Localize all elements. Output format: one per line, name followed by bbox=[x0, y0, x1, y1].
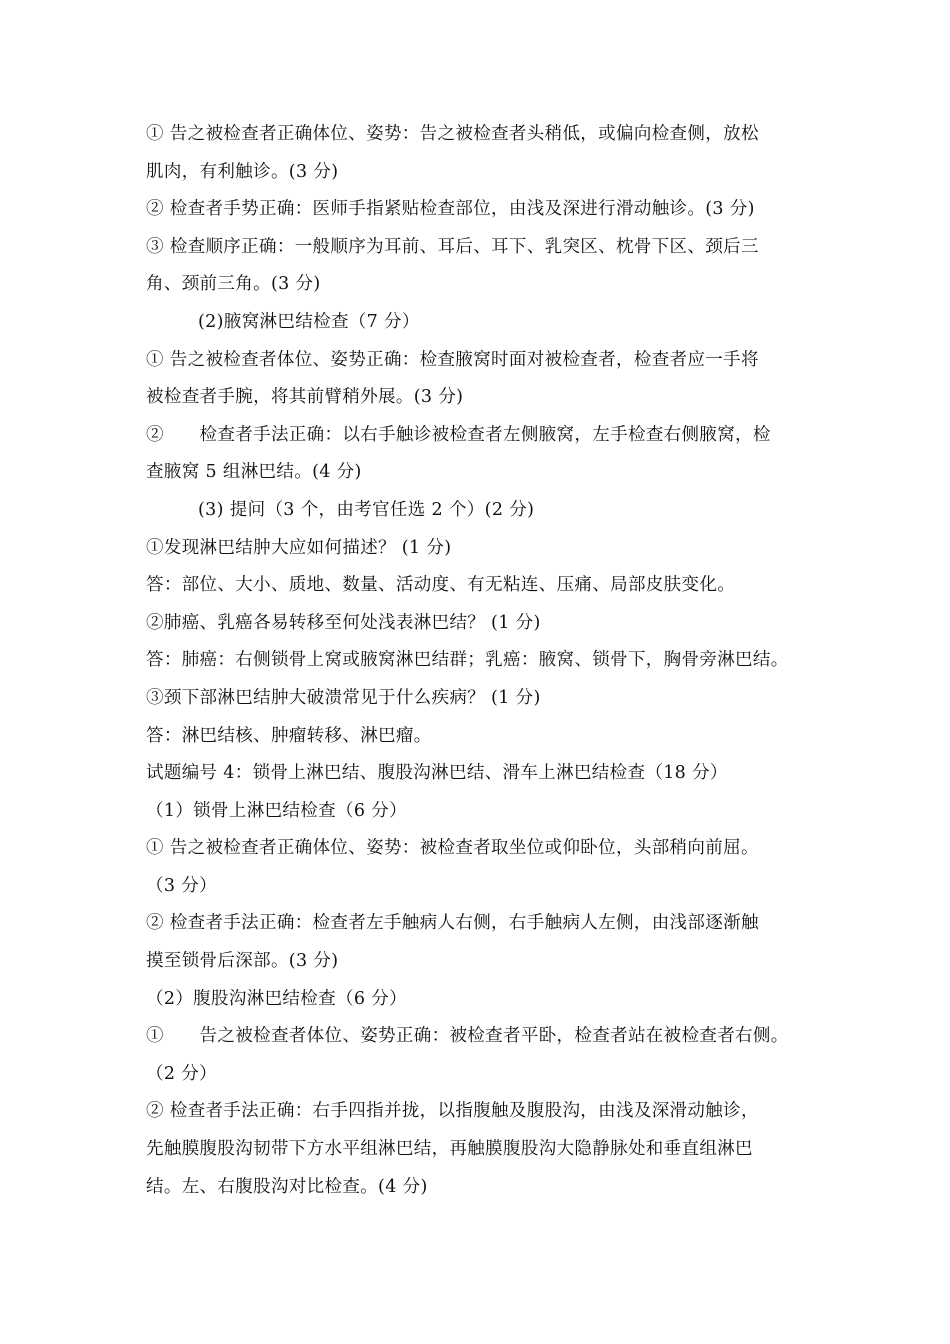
text-line: ② 检查者手势正确：医师手指紧贴检查部位，由浅及深进行滑动触诊。(3 分) bbox=[146, 199, 755, 220]
question-line: ②肺癌、乳癌各易转移至何处浅表淋巴结？ (1 分) bbox=[146, 612, 541, 633]
text-line: 结。左、右腹股沟对比检查。(4 分) bbox=[146, 1176, 428, 1197]
text-line: ③ 检查顺序正确：一般顺序为耳前、耳后、耳下、乳突区、枕骨下区、颈后三 bbox=[146, 236, 759, 257]
text-line: 查腋窝 5 组淋巴结。(4 分) bbox=[146, 462, 362, 483]
question-line: ①发现淋巴结肿大应如何描述？ (1 分) bbox=[146, 537, 452, 558]
document-body bbox=[146, 116, 814, 1206]
text-line: ② 检查者手法正确：右手四指并拢，以指腹触及腹股沟，由浅及深滑动触诊， bbox=[146, 1101, 759, 1122]
item-title: 试题编号 4：锁骨上淋巴结、腹股沟淋巴结、滑车上淋巴结检查（18 分） bbox=[146, 763, 728, 784]
question-line: ③颈下部淋巴结肿大破溃常见于什么疾病？ (1 分) bbox=[146, 687, 541, 708]
text-line: ① 告之被检查者体位、姿势正确：被检查者平卧，检查者站在被检查者右侧。 bbox=[146, 1026, 789, 1047]
section-heading: (3) 提问（3 个，由考官任选 2 个）(2 分) bbox=[198, 499, 535, 520]
section-heading: (2)腋窝淋巴结检查（7 分） bbox=[198, 311, 420, 332]
answer-line: 答：部位、大小、质地、数量、活动度、有无粘连、压痛、局部皮肤变化。 bbox=[146, 575, 736, 596]
section-heading: （2）腹股沟淋巴结检查（6 分） bbox=[146, 988, 407, 1009]
text-line: 摸至锁骨后深部。(3 分) bbox=[146, 951, 339, 972]
text-line: （2 分） bbox=[146, 1063, 217, 1084]
text-line: 被检查者手腕，将其前臂稍外展。(3 分) bbox=[146, 387, 464, 408]
text-line: ① 告之被检查者体位、姿势正确：检查腋窝时面对被检查者，检查者应一手将 bbox=[146, 349, 759, 370]
answer-line: 答：淋巴结核、肿瘤转移、淋巴瘤。 bbox=[146, 725, 432, 746]
answer-line: 答：肺癌：右侧锁骨上窝或腋窝淋巴结群；乳癌：腋窝、锁骨下，胸骨旁淋巴结。 bbox=[146, 650, 789, 671]
text-line: （3 分） bbox=[146, 875, 217, 896]
text-line: ① 告之被检查者正确体位、姿势：被检查者取坐位或仰卧位，头部稍向前屈。 bbox=[146, 838, 759, 859]
text-line: 肌肉，有利触诊。(3 分) bbox=[146, 161, 339, 182]
text-line: ① 告之被检查者正确体位、姿势：告之被检查者头稍低，或偏向检查侧，放松 bbox=[146, 124, 759, 144]
section-heading: （1）锁骨上淋巴结检查（6 分） bbox=[146, 800, 407, 821]
text-line: ② 检查者手法正确：以右手触诊被检查者左侧腋窝，左手检查右侧腋窝，检 bbox=[146, 424, 771, 445]
text-line: 先触膜腹股沟韧带下方水平组淋巴结，再触膜腹股沟大隐静脉处和垂直组淋巴 bbox=[146, 1139, 753, 1160]
text-line: 角、颈前三角。(3 分) bbox=[146, 274, 321, 295]
text-line: ② 检查者手法正确：检查者左手触病人右侧，右手触病人左侧，由浅部逐渐触 bbox=[146, 913, 759, 934]
